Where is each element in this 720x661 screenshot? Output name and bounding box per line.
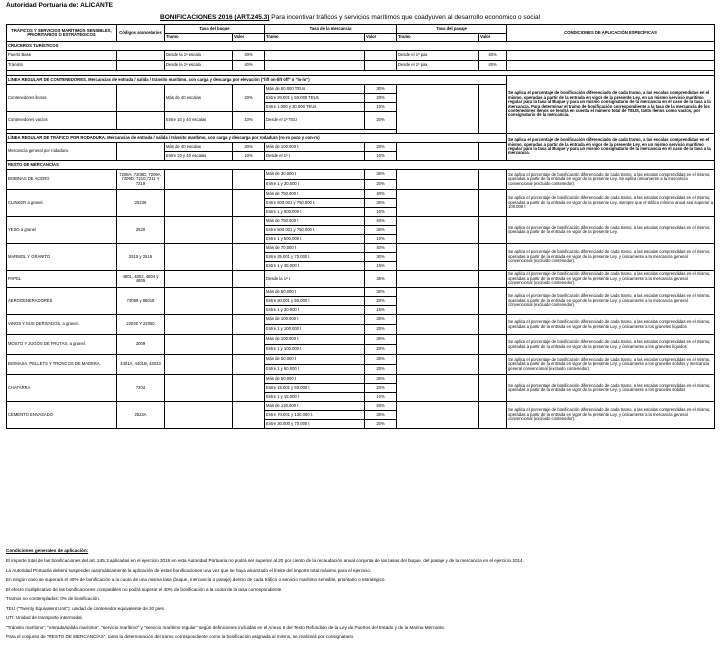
- section-contenedores: LÍNEA REGULAR DE CONTENEDORES. Mercancías de entrada / salida / tránsito marítimo, con carga y descarga por elevación ("lift on-lift off" o "lo-lo"): [7, 76, 507, 85]
- mercancia-tramo: Entre 20.001 y 50.000 TEUs: [265, 94, 365, 103]
- header-codigos: Códigos arancelarios: [117, 25, 165, 42]
- mercancia-valor: 40%: [365, 402, 397, 411]
- mercancia-tramo: Entre 1 y 35.000 t: [265, 262, 365, 271]
- mercancia-valor: 35%: [365, 271, 397, 288]
- mercancia-valor: 10%: [365, 103, 397, 112]
- row-label: AEROGENERADORES: [7, 288, 117, 315]
- bonificaciones-table: [6, 24, 715, 429]
- row-label: Puerto Base: [7, 51, 117, 61]
- condiciones-especificas: Se aplica el porcentaje de bonificación diferenciado de cada tramo, a las escalas comprendidas en el mismo, operadas a partir de la entrada en vigor de la presente Ley, y únicamente a la mercancía general convencional (excluido contenedor).: [507, 271, 715, 288]
- row-label: YESO a granel: [7, 217, 117, 244]
- section-resto: RESTO DE MERCANCÍAS: [7, 161, 715, 170]
- buque-valor: 20%: [233, 143, 265, 152]
- title-main: BONIFICACIONES 2016 (ART.245.3): [160, 14, 270, 21]
- mercancia-valor: 30%: [365, 375, 397, 384]
- mercancia-valor: 30%: [365, 253, 397, 262]
- conditions-heading: Condiciones generales de aplicación:: [6, 548, 89, 553]
- mercancia-tramo: Más de 750.000 t: [265, 190, 365, 199]
- condiciones-especificas: Se aplica el porcentaje de bonificación diferenciado de cada tramo, a las escalas comprendidas en el mismo, operadas a partir de la entrada en vigor de la presente Ley.: [507, 217, 715, 244]
- condition-line: "Tránsito marítimo", "entrada/salida marítima", "servicio marítimo" y "servicio marítimo regular" según definiciones incluidas en el Anexo II del Texto Refundido de la Ley de Puertos del Estado y de la Marina Mercante.: [6, 624, 446, 630]
- mercancia-tramo: Entre 30.001 y 50.000 t: [265, 297, 365, 306]
- mercancia-valor: 20%: [365, 420, 397, 429]
- buque-tramo: Entre 10 y 40 escalas: [165, 112, 233, 130]
- buque-tramo: Más de 40 escalas: [165, 85, 233, 112]
- condition-line: Para el conjunto de "RESTO DE MERCANCÍAS", tanto la determinación del tramo correspondiente como la bonificación asignada al mismo, se realizará por consignatario.: [6, 634, 355, 640]
- mercancia-tramo: Entre 500.001 y 750.000 t.: [265, 199, 365, 208]
- row-label: BOBINAS DE ACERO: [7, 170, 117, 190]
- condiciones-especificas: Se aplica el porcentaje de bonificación diferenciado de cada tramo, a las escalas comprendidas en el mismo, operadas a partir de la entrada en vigor de la presente Ley, y únicamente a los graneles líquidos: [507, 335, 715, 355]
- mercancia-tramo: Más de 70.000 t: [265, 244, 365, 253]
- mercancia-valor: 30%: [365, 199, 397, 208]
- mercancia-tramo: Desde el 1º TEU: [265, 112, 365, 130]
- mercancia-tramo: Más de 750.000 t: [265, 217, 365, 226]
- condiciones-especificas: Se aplica el porcentaje de bonificación diferenciado de cada tramo, a las escalas comprendidas en el mismo, operadas a partir de la entrada en vigor de la presente Ley. Se aplica únicamente a la mercancía convencional (excluido contenedor).: [507, 170, 715, 190]
- mercancia-valor: 20%: [365, 297, 397, 306]
- header-tramo: Tramo: [397, 34, 479, 42]
- mercancia-tramo: Más de 50.000 t: [265, 288, 365, 297]
- mercancia-tramo: Entre 15.001 y 50.000 t: [265, 384, 365, 393]
- mercancia-tramo: Entre 30.000 y 70.000 t: [265, 420, 365, 429]
- mercancia-tramo: Más de 100.000 t: [265, 335, 365, 345]
- mercancia-valor: 30%: [365, 355, 397, 365]
- condiciones-especificas: Se aplica el porcentaje de bonificación diferenciado de cada tramo, a las escalas comprendidas en el mismo, operadas a partir de la entrada en vigor de la presente Ley, y únicamente a los graneles líquidos: [507, 315, 715, 335]
- mercancia-valor: 40%: [365, 244, 397, 253]
- buque-valor: 40%: [233, 51, 265, 61]
- codigos-arancelarios: 25239: [117, 190, 165, 217]
- row-label: BIOMASA, PELLETS Y TRONCOS DE MADERA: [7, 355, 117, 375]
- condition-line: El importe total de las bonificaciones del art. 245.3 aplicadas en el ejercicio 2016 en esta Autoridad Portuaria no podrá ser superior al 20 por ciento de la recaudación anual conjunta de las tasas del buque, del pasaje y de la mercancía en el ejercicio 2014.: [6, 558, 524, 564]
- codigos-arancelarios: 2009: [117, 335, 165, 355]
- mercancia-valor: 10%: [365, 152, 397, 161]
- row-label: Contenedores llenos: [7, 85, 117, 112]
- mercancia-tramo: Entre 1 y 30.000 t: [265, 306, 365, 315]
- mercancia-tramo: Entre 1 y 100.000 t: [265, 325, 365, 335]
- codigos-arancelarios: 2520: [117, 217, 165, 244]
- mercancia-valor: 20%: [365, 112, 397, 130]
- condiciones-especificas: Se aplica el porcentaje de bonificación diferenciado de cada tramo, a las escalas comprendidas en el mismo, operadas a partir de la entrada en vigor de la presente Ley, y únicamente a la mercancía general convencional (excluido contenedor).: [507, 402, 715, 429]
- mercancia-tramo: Entre 1 y 500.000 t: [265, 235, 365, 244]
- mercancia-tramo: Entre 1.000 y 20.000 TEUs: [265, 103, 365, 112]
- header-valor: Valor: [365, 34, 397, 42]
- mercancia-valor: 30%: [365, 170, 397, 180]
- mercancia-tramo: Más de 50.000 t: [265, 355, 365, 365]
- codigos-arancelarios: 7208A, 7208D, 7209A, 7209D, 7210,7211 Y 7219: [117, 170, 165, 190]
- condiciones-rodadura: Se aplica el porcentaje de bonificación diferenciado de cada tramo, a las escalas comprendidas en el mismo, operadas a partir de la entrada en vigor de la presente Ley, en un mismo servicio marítimo regular para la tasa al Buque y para un mismo consignatario de la mercancía en el caso de la tasa a la mercancía.: [507, 134, 715, 161]
- condition-line: El efecto multiplicativo de las bonificaciones compatibles no podrá superar el 40% de bonificación a la cuota de la tasa correspondiente.: [6, 586, 283, 592]
- codigos-arancelarios: 2523A: [117, 402, 165, 429]
- row-label: Contenedores vacíos: [7, 112, 117, 130]
- condiciones-contenedores: Se aplica el porcentaje de bonificación diferenciado de cada tramo, a las escalas comprendidas en el mismo, operadas a partir de la entrada en vigor de la presente Ley, en un mismo servicio marítimo regular para la tasa al Buque y para un mismo consignatario de la mercancía en el caso de la tasa a la mercancía. Para determinar el tramo de bonificación correspondiente a la tasa de la mercancía de los contenedores llenos se tendrá en cuenta el número total de TEUS, tanto llenos como vacíos, por consignatario de la mercancía.: [507, 76, 715, 134]
- header-pasaje: Tasa del pasaje: [397, 25, 507, 34]
- mercancia-valor: 20%: [365, 143, 397, 152]
- mercancia-tramo: Entre 1 y 50.000 t: [265, 365, 365, 375]
- mercancia-valor: 20%: [365, 365, 397, 375]
- mercancia-valor: 20%: [365, 325, 397, 335]
- pasaje-tramo: Desde el 1º pax: [397, 51, 479, 61]
- mercancia-tramo: Entre 500.001 y 750.000 t.: [265, 226, 365, 235]
- mercancia-tramo: Entre 1 y 15.000 t: [265, 393, 365, 402]
- pasaje-tramo: Desde el 1º pax: [397, 61, 479, 71]
- row-label: Mercancía general por rodadura: [7, 143, 117, 161]
- mercancia-valor: 15%: [365, 306, 397, 315]
- row-label: MOSTO Y JUGOS DE FRUTAS, a granel.: [7, 335, 117, 355]
- mercancia-valor: 40%: [365, 217, 397, 226]
- row-label: MARMOL Y GRANITO: [7, 244, 117, 271]
- mercancia-tramo: Entre 1 y 100.000 t: [265, 345, 365, 355]
- mercancia-tramo: Más de 100.000 t: [265, 143, 365, 152]
- condition-line: UTI: Unidad de transporte intermodal.: [6, 615, 83, 621]
- mercancia-tramo: Más de 30.000 t: [265, 170, 365, 180]
- row-label: CEMENTO ENVASADO: [7, 402, 117, 429]
- mercancia-tramo: Entre 35.001 y 70.000 t: [265, 253, 365, 262]
- buque-valor: 20%: [233, 85, 265, 112]
- condition-line: Tramos no contemplados: 0% de bonificación.: [6, 596, 101, 602]
- mercancia-valor: 30%: [365, 226, 397, 235]
- mercancia-valor: 10%: [365, 393, 397, 402]
- header-valor: Valor: [233, 34, 265, 42]
- mercancia-valor: 40%: [365, 190, 397, 199]
- mercancia-tramo: Entre 1 y 500.000 t: [265, 208, 365, 217]
- condiciones-especificas: Se aplica el porcentaje de bonificación diferenciado de cada tramo, a las escalas comprendidas en el mismo, operadas a partir de la entrada en vigor de la presente Ley, y únicamente a la mercancía general convencional (excluido contenedor).: [507, 244, 715, 271]
- pasaje-valor: 40%: [479, 51, 507, 61]
- header-trafico: TRÁFICOS Y SERVICIOS MARÍTIMOS SENSIBLES, PRIORITARIOS O ESTRATÉGICOS: [7, 25, 117, 42]
- mercancia-valor: 10%: [365, 208, 397, 217]
- condiciones-especificas: Se aplica el porcentaje de bonificación diferenciado de cada tramo, a las escalas comprendidas en el mismo, operadas a partir de la entrada en vigor de la presente Ley, y únicamente a los graneles sólidos y mercancía general convencional (excluido contenedor).: [507, 355, 715, 375]
- buque-valor: 10%: [233, 112, 265, 130]
- mercancia-valor: 20%: [365, 94, 397, 103]
- condition-line: TEU ("Twenty Equivalent Unit"): unidad de contenedor equivalente de 20 pies.: [6, 605, 166, 611]
- codigos-arancelarios: 22045 Y 22050: [117, 315, 165, 335]
- mercancia-tramo: Desde el 1º t: [265, 152, 365, 161]
- header-mercancia: Tasa de la mercancía: [265, 25, 397, 34]
- header-condiciones: CONDICIONES DE APLICACIÓN ESPECÍFICAS: [507, 25, 715, 42]
- condiciones-especificas: Se aplica el porcentaje de bonificación diferenciado de cada tramo, a las escalas comprendidas en el mismo, operadas a partir de la entrada en vigor de la presente Ley, siempre que el tráfico mínimo anual sea superior a 100.000 t: [507, 190, 715, 217]
- header-tramo: Tramo: [265, 34, 365, 42]
- buque-tramo: Entre 10 y 40 escalas: [165, 152, 233, 161]
- mercancia-valor: 15%: [365, 262, 397, 271]
- mercancia-tramo: Entre 1 y 30.000 t: [265, 180, 365, 190]
- row-label: Tránsito: [7, 61, 117, 71]
- mercancia-valor: 20%: [365, 384, 397, 393]
- row-label: CHATARRA: [7, 375, 117, 402]
- codigos-arancelarios: 4401A, 4401B, 44033: [117, 355, 165, 375]
- condition-line: La Autoridad Portuaria deberá suspender automáticamente la aplicación de estas bonificaciones una vez que se haya alcanzado el límite del importe total máximo para el ejercicio.: [6, 567, 372, 573]
- row-label: CLINKER a granel.: [7, 190, 117, 217]
- mercancia-valor: 20%: [365, 345, 397, 355]
- buque-tramo: Desde la 1ª escala: [165, 51, 233, 61]
- mercancia-valor: 10%: [365, 235, 397, 244]
- row-label: VINOS Y SUS DERIVADOS, a granel.: [7, 315, 117, 335]
- mercancia-valor: 30%: [365, 288, 397, 297]
- section-rodadura: LÍNEA REGULAR DE TRÁFICO POR RODADURA. Mercancías de entrada / salida / tránsito marítimo, con carga y descarga por rodadura (ro-ro puro y con-ro): [7, 134, 507, 143]
- pasaje-valor: 40%: [479, 61, 507, 71]
- mercancia-valor: 30%: [365, 85, 397, 94]
- section-cruceros: CRUCEROS TURÍSTICOS: [7, 42, 715, 51]
- mercancia-tramo: Entre 70.001 y 130.000 t.: [265, 411, 365, 420]
- document-title: [160, 14, 540, 21]
- general-conditions: [6, 548, 714, 644]
- title-subtitle: Para incentivar tráficos y servicios marítimos que coadyuven al desarrollo económico o social: [271, 14, 541, 21]
- header-buque: Tasa del buque: [165, 25, 265, 34]
- mercancia-tramo: Más de 50.000 t: [265, 375, 365, 384]
- buque-tramo: Desde la 1ª escala: [165, 61, 233, 71]
- mercancia-tramo: Más de 130.000 t: [265, 402, 365, 411]
- buque-valor: 10%: [233, 152, 265, 161]
- row-label: PAPEL: [7, 271, 117, 288]
- codigos-arancelarios: 2515 y 2516: [117, 244, 165, 271]
- mercancia-valor: 30%: [365, 335, 397, 345]
- mercancia-tramo: Más de 50.000 TEUs: [265, 85, 365, 94]
- mercancia-valor: 20%: [365, 180, 397, 190]
- port-authority-label: Autoridad Portuaria de: ALICANTE: [6, 2, 114, 9]
- condiciones-especificas: Se aplica el porcentaje de bonificación diferenciado de cada tramo, a las escalas comprendidas en el mismo, operadas a partir de la entrada en vigor de la presente Ley, y únicamente a la mercancía general convencional (excluido contenedor).: [507, 288, 715, 315]
- header-valor: Valor: [479, 34, 507, 42]
- mercancia-tramo: Desde la 1ª t: [265, 271, 365, 288]
- buque-tramo: Más de 40 escalas: [165, 143, 233, 152]
- codigos-arancelarios: 4801, 4802, 4804 y 4805: [117, 271, 165, 288]
- codigos-arancelarios: 7204: [117, 375, 165, 402]
- mercancia-tramo: Más de 100.000 t: [265, 315, 365, 325]
- header-tramo: Tramo: [165, 34, 233, 42]
- condition-line: En ningún caso se superará el 40% de bonificación a la cuota de una misma tasa (buque, mercancía o pasaje) dentro de cada tráfico o servicio marítimo sensible, prioritario o estratégico.: [6, 577, 386, 583]
- buque-valor: 40%: [233, 61, 265, 71]
- mercancia-valor: 30%: [365, 411, 397, 420]
- mercancia-valor: 30%: [365, 315, 397, 325]
- condiciones-especificas: Se aplica el porcentaje de bonificación diferenciado de cada tramo, a las escalas comprendidas en el mismo, operadas a partir de la entrada en vigor de la presente Ley, y únicamente a los graneles sólidos: [507, 375, 715, 402]
- codigos-arancelarios: 73089 y 85015: [117, 288, 165, 315]
- resto-mercancias-body: [7, 170, 715, 429]
